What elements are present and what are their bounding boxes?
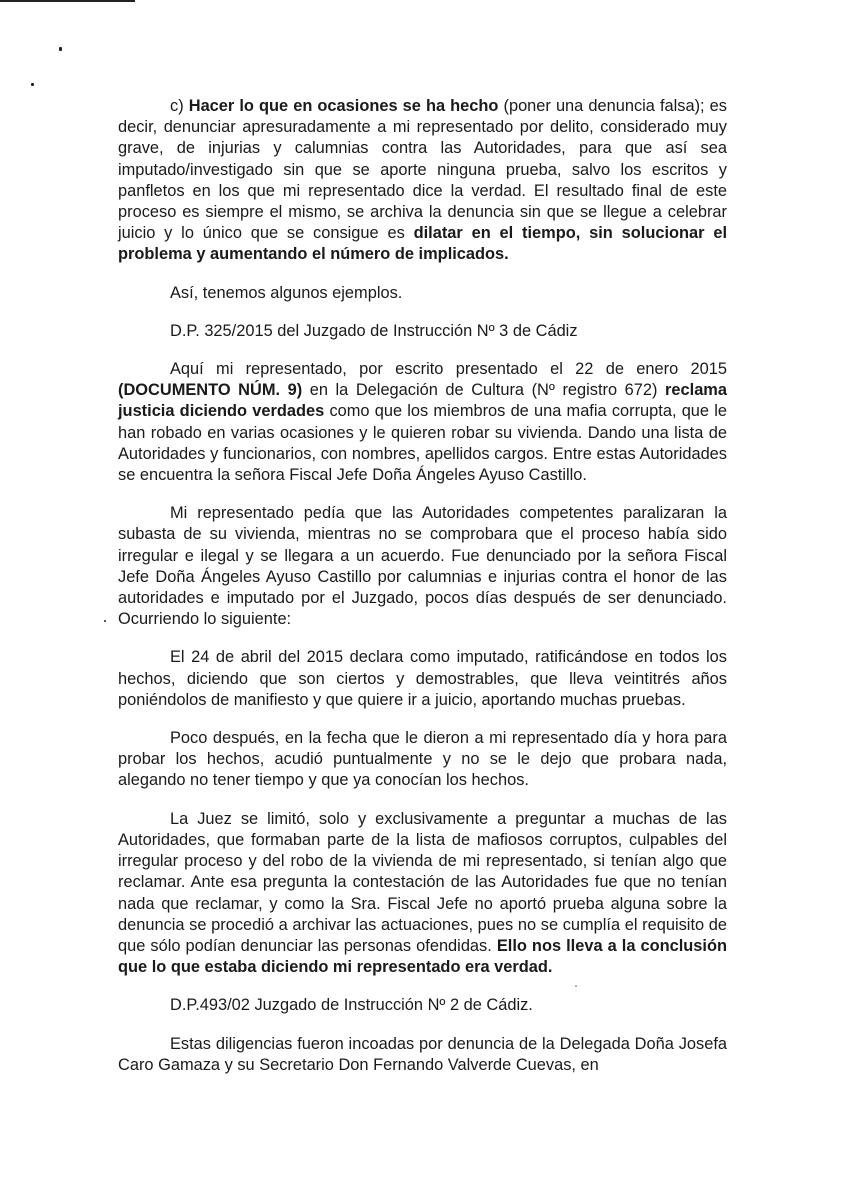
case-heading-dp-493-02: D.P.493/02 Juzgado de Instrucción Nº 2 de Cádiz. [170, 996, 533, 1015]
scan-speck [31, 83, 34, 86]
bold-text: Hacer lo que en ocasiones se ha hecho [188, 97, 499, 115]
paragraph-case-2-intro: Estas diligencias fueron incoadas por denuncia de la Delegada Doña Josefa Caro Gamaza y su Secretario Don Fernando Valverde Cuevas, en [118, 1034, 727, 1074]
bold-text: reclama justicia diciendo verdades [118, 381, 728, 421]
case-heading-dp-325-2015: D.P. 325/2015 del Juzgado de Instrucción Nº 3 de Cádiz [170, 321, 578, 340]
text-run: La Juez se limitó, solo y exclusivamente a preguntar a muchas de las Autoridades, que formaban parte de la lista de mafiosos corruptos, culpables del irregular proceso y del robo de la vivienda de mi representado, si tenían algo que reclamar. Ante esa pregunta la contestación de las Autoridades fue que no tenían nada que reclamar, y como la Sra. Fiscal Jefe no aportó prueba alguna sobre la denuncia se procedió a archivar las actuaciones, pues no se cumplía el requisito de que sólo podían denunciar las personas ofendidas. [118, 809, 727, 955]
text-run: Aquí mi representado, por escrito presentado el 22 de enero 2015 [170, 360, 727, 379]
scan-speck [104, 620, 106, 622]
paragraph-case-1-outcome [118, 809, 727, 979]
paragraph-case-1-request: Mi representado pedía que las Autoridades competentes paralizaran la subasta de su vivienda, mientras no se comprobara que el proceso había sido irregular e ilegal y se llegara a un acuerdo. Fue denunciado por la señora Fiscal Jefe Doña Ángeles Ayuso Castillo por calumnias e injurias contra el honor de las autoridades e imputado por el Juzgado, pocos días después de ser denunciado. Ocurriendo lo siguiente: [118, 504, 727, 629]
paragraph-case-1-intro [118, 359, 727, 486]
bold-text: (DOCUMENTO NÚM. 9) [118, 381, 303, 400]
scan-edge-mark [0, 0, 135, 2]
text-run: en la Delegación de Cultura (Nº registro 672) [302, 381, 666, 400]
paragraph-examples-intro: Así, tenemos algunos ejemplos. [170, 283, 403, 302]
bold-text: Ello nos lleva a la conclusión que lo que estaba diciendo mi representado era verdad. [118, 936, 727, 977]
paragraph-case-1-hearing: Poco después, en la fecha que le dieron a mi representado día y hora para probar los hechos, acudió puntualmente y no se le dejo que probara nada, alegando no tener tiempo y que ya conocían los hechos. [118, 729, 727, 790]
paragraph-case-1-declaration: El 24 de abril del 2015 declara como imputado, ratificándose en todos los hechos, diciendo que son ciertos y demostrables, que lleva veintitrés años poniéndolos de manifiesto y que quiere ir a juicio, aportando muchas pruebas. [118, 648, 727, 709]
scan-speck [59, 47, 62, 51]
document-body [118, 96, 727, 1076]
bold-text: dilatar en el tiempo, sin solucionar el problema y aumentando el número de implicados. [118, 224, 728, 264]
text-run: c) [170, 97, 189, 115]
paragraph-c [118, 96, 727, 266]
text-run: como que los miembros de una mafia corrupta, que le han robado en varias ocasiones y le quieren robar su vivienda. Dando una lista de Autoridades y funcionarios, con nombres, apellidos cargos. Entre estas Autoridades se encuentra la señora Fiscal Jefe Doña Ángeles Ayuso Castillo. [118, 402, 727, 485]
text-run: (poner una denuncia falsa); es decir, denunciar apresuradamente a mi representado por delito, considerado muy grave, de injurias y calumnias contra las Autoridades, para que así sea imputado/investigado sin que se aporte ninguna prueba, salvo los escritos y panfletos en los que mi representado dice la verdad. El resultado final de este proceso es siempre el mismo, se archiva la denuncia sin que se llegue a celebrar juicio y lo único que se consigue es [118, 97, 727, 243]
